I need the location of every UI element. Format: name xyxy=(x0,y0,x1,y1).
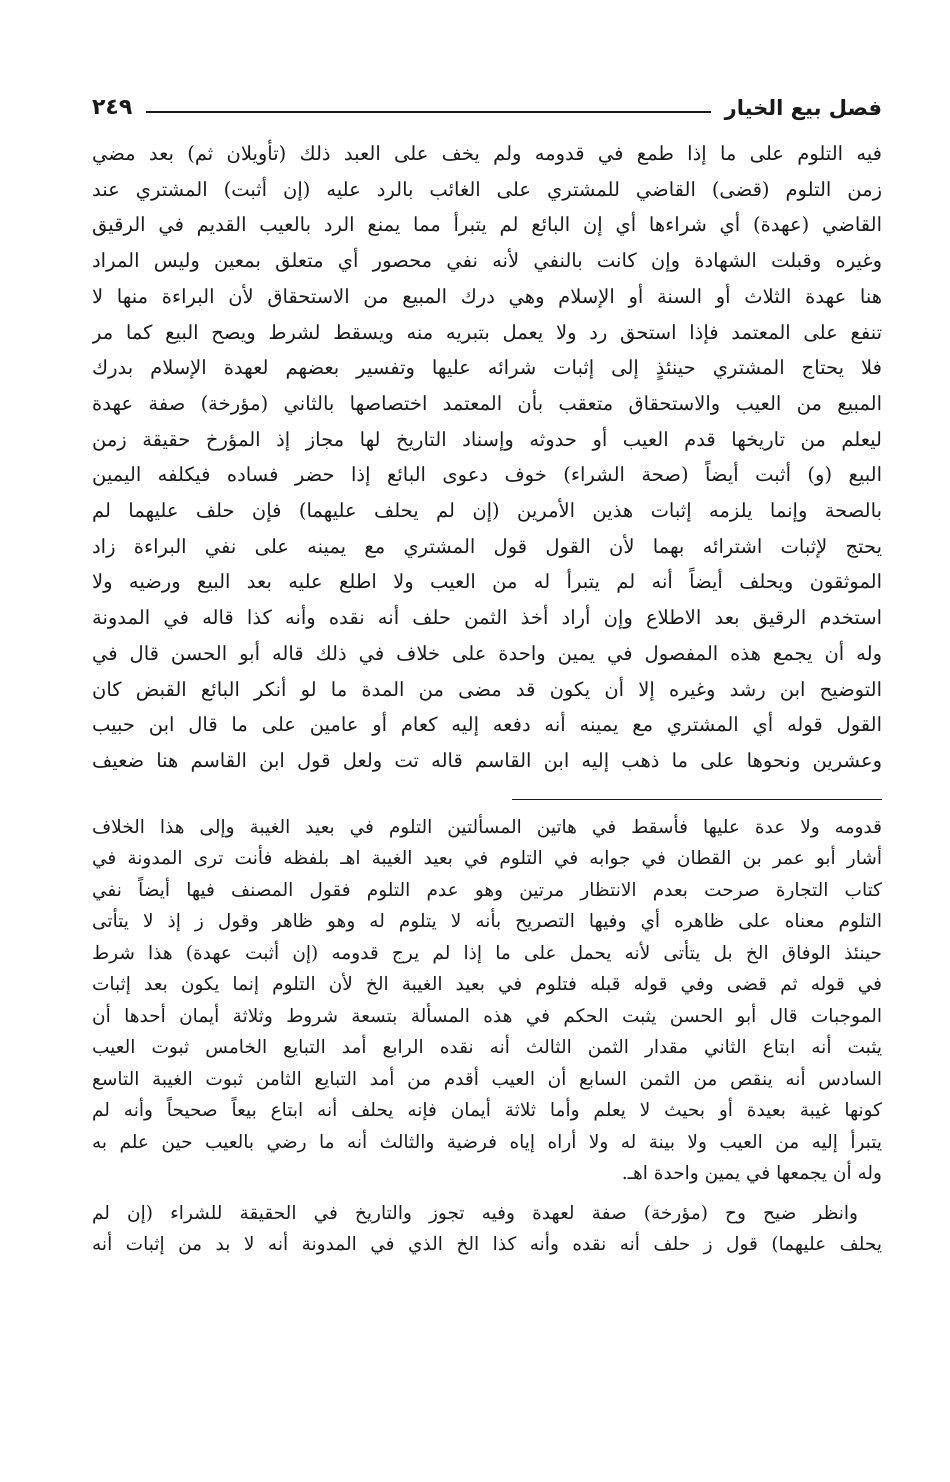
text-line: وغيره وقبلت الشهادة وإن كانت بالنفي لأنه نفي محصور أي متعلق بمعين وليس المراد xyxy=(92,249,882,273)
note-line: يحلف عليهما) قول ز حلف أنه نقده وأنه كذا الخ الذي في المدونة أنه لا بد من إثبات أنه xyxy=(92,1234,882,1256)
note-line: كونها غيبة بعيدة أو بحيث لا يعلم وأما ثلاثة أيمان فإنه يحلف أنه ابتاع بيعاً صحيحاً وأنه لم xyxy=(92,1100,882,1122)
running-header xyxy=(92,78,882,122)
text-line: الموثقون ويحلف أيضاً أنه لم يتبرأ له من العيب ولا اطلع عليه بعد البيع ورضيه ولا xyxy=(92,570,882,594)
note-line: وله أن يجمعها في يمين واحدة اهـ. xyxy=(621,1163,882,1185)
header-rule xyxy=(146,111,710,113)
main-text xyxy=(92,136,882,779)
text-line: زمن التلوم (قضى) القاضي للمشتري على الغائب بالرد عليه (إن أثبت) المشتري عند xyxy=(92,177,882,201)
text-line: بالصحة وإنما يلزمه إثبات هذين الأمرين (إن لم يحلف عليهما) فإن حلف عليهما لم xyxy=(92,499,882,523)
footnote-rule xyxy=(512,799,882,800)
text-line: فيه التلوم على ما إذا طمع في قدومه ولم يخف على العبد ذلك (تأويلان ثم) بعد مضي xyxy=(92,142,882,165)
text-line: التوضيح ابن رشد وغيره إلا أن يكون قد مضى من المدة ما لو أنكر البائع القبض كان xyxy=(92,677,882,701)
note-line: قدومه ولا عدة عليها فأسقط في هاتين المسألتين التلوم في بعيد الغيبة وإلى هذا الخلاف xyxy=(92,816,882,838)
text-line: البيع (و) أثبت أيضاً (صحة الشراء) خوف دعوى البائع إذا حضر فساده فيكلفه اليمين xyxy=(92,463,882,487)
note-line: وانظر ضيح وح (مؤرخة) صفة لعهدة وفيه تجوز والتاريخ في الحقيقة للشراء (إن لم xyxy=(92,1202,858,1224)
text-line: استخدم الرقيق بعد الاطلاع وإن أراد أخذ الثمن حلف أنه نقده وأنه كذا قاله في المدونة xyxy=(92,606,882,630)
text-line: يحتج لإثبات اشترائه بهما لأن القول قول المشتري مع يمينه على نفي البراءة زاد xyxy=(92,534,882,558)
page-number: ٢٤٩ xyxy=(92,95,133,120)
note-line: أشار أبو عمر بن القطان في جوابه في التلوم في بعيد الغيبة اهـ بلفظه فأنت ترى المدونة في xyxy=(92,848,882,870)
page xyxy=(92,78,882,1468)
chapter-title: فصل بيع الخيار xyxy=(724,96,882,120)
note-line: يتبرأ إليه من العيب ولا بينة له ولا أراه إياه فرضية والثالث أنه ما رضي بالعيب حين علم به xyxy=(92,1131,882,1153)
text-line: وله أن يجمع هذه المفصول في يمين واحدة على خلاف في ذلك قاله أبو الحسن قال في xyxy=(92,641,882,665)
text-line: فلا يحتاج المشتري حينئذٍ إلى إثبات شرائه عليها وتفسير بعضهم لعهدة الإسلام بدرك xyxy=(92,356,882,380)
note-line: يثبت أنه ابتاع الثاني مقدار الثمن الثالث أنه نقده الرابع أمد التبايع الخامس ثبوت العيب xyxy=(92,1037,882,1059)
note-line: كتاب التجارة صرحت بعدم الانتظار مرتين وهو عدم التلوم فقول المصنف فيها أيضاً نفي xyxy=(92,879,882,901)
text-line: تنفع على المعتمد فإذا استحق رد ولا يعمل بتبريه منه ويسقط لشرط ويصح البيع كما مر xyxy=(92,320,882,344)
text-line: هنا عهدة الثلاث أو السنة أو الإسلام وهي درك المبيع من الاستحقاق لأن البراءة منها لا xyxy=(92,284,882,308)
note-line: في قوله ثم قضى وفي قوله قبله فتلوم في بعيد الغيبة الخ لأن التلوم إنما يكون بعد إثبات xyxy=(92,974,882,996)
note-line: حينئذ الوفاق الخ بل يتأتى لأنه يحمل على ما إذا لم يرج قدومه (إن أثبت عهدة) هذا شرط xyxy=(92,942,882,964)
text-line: وعشرين ونحوها على ما ذهب إليه ابن القاسم قاله تت ولعل قول ابن القاسم هنا ضعيف xyxy=(92,748,882,772)
text-line: القاضي (عهدة) أي شراءها أي إن البائع لم يتبرأ مما يمنع الرد بالعيب القديم في الرقيق xyxy=(92,213,882,237)
footnote-paragraph xyxy=(92,812,882,1190)
text-line: ليعلم من تاريخها قدم العيب أو حدوثه وإسناد التاريخ لها مجاز إذ المؤرخ حقيقة زمن xyxy=(92,427,882,451)
note-line: الموجبات قال أبو الحسن يثبت الحكم في هذه المسألة بتسعة شروط وثلاثة أيمان أحدها أن xyxy=(92,1005,882,1027)
note-line: التلوم معناه على ظاهره أي وفيها التصريح بأنه لا يتلوم له وهو ظاهر وقول ز إذ لا يتأتى xyxy=(92,911,882,933)
text-line: المبيع من العيب والاستحقاق متعقب بأن المعتمد اختصاصها بالثاني (مؤرخة) صفة عهدة xyxy=(92,391,882,415)
note-line: السادس أنه ينقص من الثمن السابع أن العيب أقدم من أمد التبايع الثامن ثبوت الغيبة التاسع xyxy=(92,1068,882,1090)
text-line: القول قوله أي المشتري مع يمينه أنه دفعه إليه كعام أو عامين على ما قال ابن حبيب xyxy=(92,713,882,737)
footnote-paragraph xyxy=(92,1198,882,1261)
footnotes xyxy=(92,812,882,1261)
